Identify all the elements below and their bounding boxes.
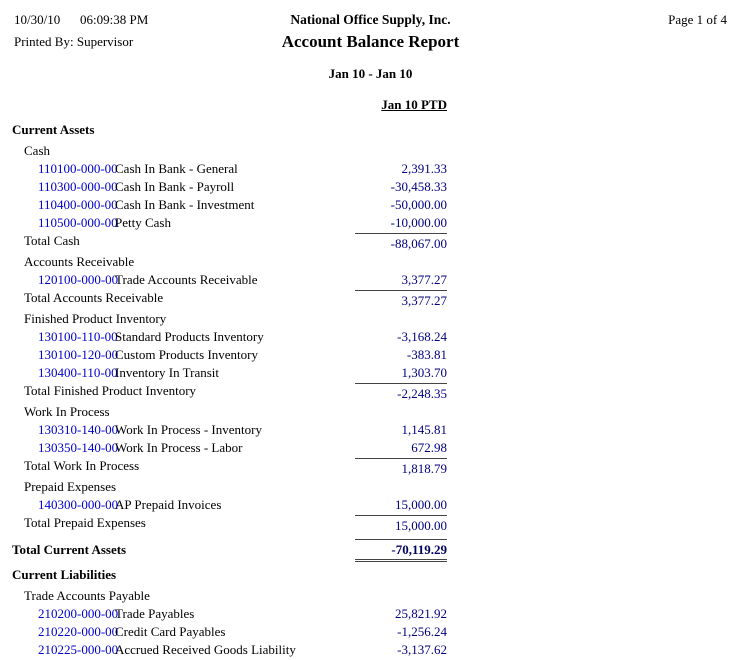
- account-row: [0, 365, 741, 383]
- group-total-label: Total Finished Product Inventory: [24, 383, 197, 398]
- account-code-link[interactable]: 210200-000-00: [38, 606, 119, 621]
- account-code-link[interactable]: 130100-110-00: [38, 329, 118, 344]
- account-amount: -10,000.00: [390, 215, 447, 230]
- account-row: [0, 606, 741, 624]
- account-code-link[interactable]: 130100-120-00: [38, 347, 119, 362]
- account-description: Cash In Bank - General: [115, 161, 238, 176]
- account-amount: 1,145.81: [401, 422, 447, 437]
- group-total-row: [0, 515, 741, 533]
- account-row: [0, 624, 741, 642]
- account-row: [0, 272, 741, 290]
- group-total-label: Total Prepaid Expenses: [24, 515, 146, 530]
- account-row: [0, 422, 741, 440]
- section-title-label: Current Assets: [12, 122, 95, 137]
- account-amount: -3,137.62: [397, 642, 447, 657]
- group-total-amount: 15,000.00: [355, 515, 447, 534]
- report-period: Jan 10 - Jan 10: [328, 66, 413, 81]
- account-row: [0, 642, 741, 660]
- account-code-link[interactable]: 130350-140-00: [38, 440, 119, 455]
- printed-by: Printed By: Supervisor: [14, 34, 134, 49]
- account-row: [0, 161, 741, 179]
- account-description: Standard Products Inventory: [115, 329, 264, 344]
- account-row: [0, 179, 741, 197]
- account-description: Cash In Bank - Payroll: [115, 179, 235, 194]
- account-description: Trade Accounts Receivable: [115, 272, 258, 287]
- group-heading-row: [0, 479, 741, 497]
- group-name-label: Cash: [24, 143, 50, 158]
- section-title-row: [0, 567, 741, 585]
- account-row: [0, 329, 741, 347]
- group-total-amount: 1,818.79: [355, 458, 447, 477]
- account-amount: -383.81: [406, 347, 447, 362]
- account-description: Work In Process - Inventory: [115, 422, 262, 437]
- report-title: Account Balance Report: [281, 32, 460, 51]
- account-code-link[interactable]: 210225-000-00: [38, 642, 119, 657]
- group-heading-row: [0, 254, 741, 272]
- account-description: Accrued Received Goods Liability: [115, 642, 296, 657]
- section-title-row: [0, 122, 741, 140]
- section-total-label: Total Current Assets: [12, 542, 127, 557]
- account-description: Custom Products Inventory: [115, 347, 258, 362]
- page-number: Page 1 of 4: [668, 12, 727, 27]
- account-amount: 1,303.70: [401, 365, 447, 380]
- account-code-link[interactable]: 110400-000-00: [38, 197, 118, 212]
- group-total-amount: 3,377.27: [355, 290, 447, 309]
- group-total-row: [0, 383, 741, 401]
- section-total-amount: -70,119.29: [355, 539, 447, 562]
- group-total-label: Total Cash: [24, 233, 80, 248]
- account-row: [0, 347, 741, 365]
- account-amount: 3,377.27: [401, 272, 447, 287]
- column-header-ptd: Jan 10 PTD: [381, 97, 447, 112]
- group-name-label: Accounts Receivable: [24, 254, 135, 269]
- group-heading-row: [0, 588, 741, 606]
- group-heading-row: [0, 143, 741, 161]
- account-description: Cash In Bank - Investment: [115, 197, 255, 212]
- group-total-amount: -2,248.35: [355, 383, 447, 402]
- group-total-row: [0, 233, 741, 251]
- group-name-label: Prepaid Expenses: [24, 479, 117, 494]
- account-code-link[interactable]: 210220-000-00: [38, 624, 119, 639]
- account-code-link[interactable]: 130400-110-00: [38, 365, 118, 380]
- account-row: [0, 440, 741, 458]
- group-name-label: Finished Product Inventory: [24, 311, 167, 326]
- group-total-row: [0, 458, 741, 476]
- account-description: Petty Cash: [115, 215, 171, 230]
- account-code-link[interactable]: 120100-000-00: [38, 272, 119, 287]
- group-heading-row: [0, 404, 741, 422]
- account-code-link[interactable]: 110300-000-00: [38, 179, 118, 194]
- account-description: Work In Process - Labor: [115, 440, 243, 455]
- report-time: 06:09:38 PM: [80, 12, 149, 27]
- account-amount: 15,000.00: [395, 497, 447, 512]
- group-name-label: Trade Accounts Payable: [24, 588, 150, 603]
- account-code-link[interactable]: 110100-000-00: [38, 161, 118, 176]
- group-total-amount: -88,067.00: [355, 233, 447, 252]
- account-amount: 25,821.92: [395, 606, 447, 621]
- account-amount: -50,000.00: [390, 197, 447, 212]
- account-code-link[interactable]: 140300-000-00: [38, 497, 119, 512]
- account-amount: 672.98: [411, 440, 447, 455]
- report-body: [0, 122, 741, 660]
- section-title-label: Current Liabilities: [12, 567, 117, 582]
- account-amount: 2,391.33: [401, 161, 447, 176]
- account-description: Inventory In Transit: [115, 365, 219, 380]
- section-total-row: [0, 539, 741, 561]
- report-date: 10/30/10: [14, 12, 61, 27]
- account-amount: -30,458.33: [390, 179, 447, 194]
- account-code-link[interactable]: 110500-000-00: [38, 215, 118, 230]
- account-row: [0, 215, 741, 233]
- group-total-label: Total Work In Process: [24, 458, 140, 473]
- account-description: Credit Card Payables: [115, 624, 226, 639]
- account-row: [0, 197, 741, 215]
- group-heading-row: [0, 311, 741, 329]
- account-row: [0, 497, 741, 515]
- account-amount: -1,256.24: [397, 624, 447, 639]
- account-description: Trade Payables: [115, 606, 195, 621]
- group-total-row: [0, 290, 741, 308]
- account-code-link[interactable]: 130310-140-00: [38, 422, 119, 437]
- group-name-label: Work In Process: [24, 404, 110, 419]
- company-name: National Office Supply, Inc.: [290, 12, 451, 27]
- account-description: AP Prepaid Invoices: [115, 497, 222, 512]
- group-total-label: Total Accounts Receivable: [24, 290, 164, 305]
- account-amount: -3,168.24: [397, 329, 447, 344]
